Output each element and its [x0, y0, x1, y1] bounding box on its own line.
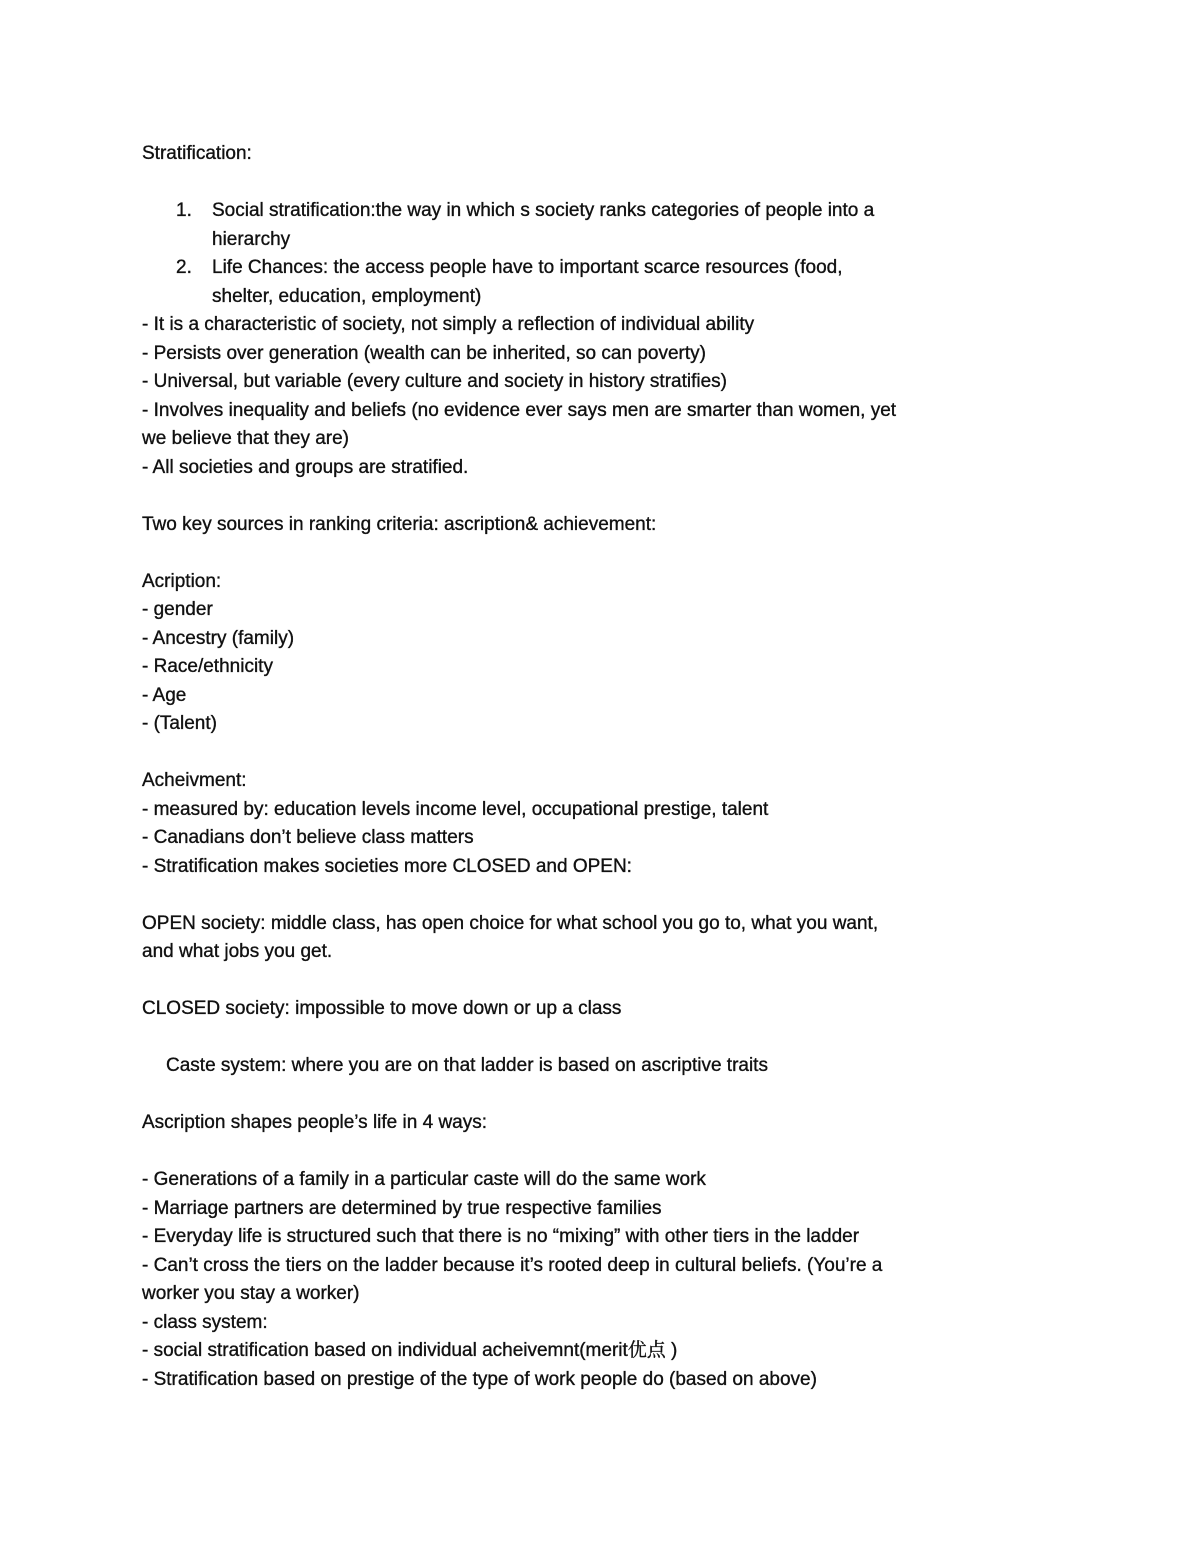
document-body [142, 140, 1072, 1394]
open-society-line: OPEN society: middle class, has open choice for what school you go to, what you want, [142, 912, 879, 934]
spacer [142, 539, 1072, 568]
definition-item [142, 197, 1072, 254]
caste-system-line: Caste system: where you are on that ladder is based on ascriptive traits [166, 1055, 768, 1076]
way-line: - Can’t cross the tiers on the ladder because it’s rooted deep in cultural beliefs. (You’re a [142, 1254, 883, 1276]
ascription-heading: Acription: [142, 570, 222, 592]
list-number: 2. [176, 257, 192, 278]
definition-line: Life Chances: the access people have to important scarce resources (food, [212, 257, 843, 278]
two-sources-heading: Two key sources in ranking criteria: ascription& achievement: [142, 513, 657, 535]
list-number: 1. [176, 200, 192, 221]
trait-line: - Involves inequality and beliefs (no evidence ever says men are smarter than women, yet [142, 399, 897, 421]
ascription-item: - gender [142, 599, 213, 620]
spacer [142, 967, 1072, 996]
achievement-heading: Acheivment: [142, 770, 247, 791]
achievement-item: - Canadians don’t believe class matters [142, 827, 474, 848]
achievement-item: - measured by: education levels income level, occupational prestige, talent [142, 798, 769, 820]
trait-line: - Persists over generation (wealth can be inherited, so can poverty) [142, 342, 706, 364]
spacer [142, 1138, 1072, 1167]
way-line: worker you stay a worker) [142, 1283, 360, 1304]
spacer [142, 482, 1072, 511]
spacer [142, 739, 1072, 768]
definitions-list [142, 197, 1072, 311]
trait-line: - All societies and groups are stratified. [142, 456, 469, 478]
way-line: - Everyday life is structured such that there is no “mixing” with other tiers in the ladder [142, 1226, 860, 1247]
spacer [142, 881, 1072, 910]
definition-item [142, 254, 1072, 311]
trait-line: - Universal, but variable (every culture and society in history stratifies) [142, 371, 728, 392]
document-title: Stratification: [142, 143, 252, 164]
way-line: - Generations of a family in a particular caste will do the same work [142, 1169, 706, 1190]
way-line: - class system: [142, 1311, 268, 1333]
ascription-item: - (Talent) [142, 713, 217, 734]
way-line: - social stratification based on individual acheivemnt(merit优点 ) [142, 1340, 678, 1361]
definition-line: hierarchy [212, 228, 291, 250]
trait-line: - It is a characteristic of society, not simply a reflection of individual ability [142, 314, 755, 335]
way-line: - Marriage partners are determined by true respective families [142, 1197, 662, 1219]
spacer [142, 169, 1072, 198]
open-society-line: and what jobs you get. [142, 941, 333, 962]
way-line: - Stratification based on prestige of the type of work people do (based on above) [142, 1368, 817, 1390]
closed-society-line: CLOSED society: impossible to move down or up a class [142, 998, 622, 1019]
ascription-shapes-heading: Ascription shapes people’s life in 4 ways: [142, 1112, 488, 1133]
definition-line: Social stratification:the way in which s society ranks categories of people into a [212, 200, 875, 221]
ascription-item: - Ancestry (family) [142, 627, 295, 649]
trait-line: we believe that they are) [142, 428, 350, 449]
definition-line: shelter, education, employment) [212, 285, 482, 307]
ascription-item: - Race/ethnicity [142, 656, 273, 677]
spacer [142, 1024, 1072, 1053]
achievement-item: - Stratification makes societies more CLOSED and OPEN: [142, 855, 632, 877]
ascription-item: - Age [142, 684, 187, 706]
spacer [142, 1081, 1072, 1110]
